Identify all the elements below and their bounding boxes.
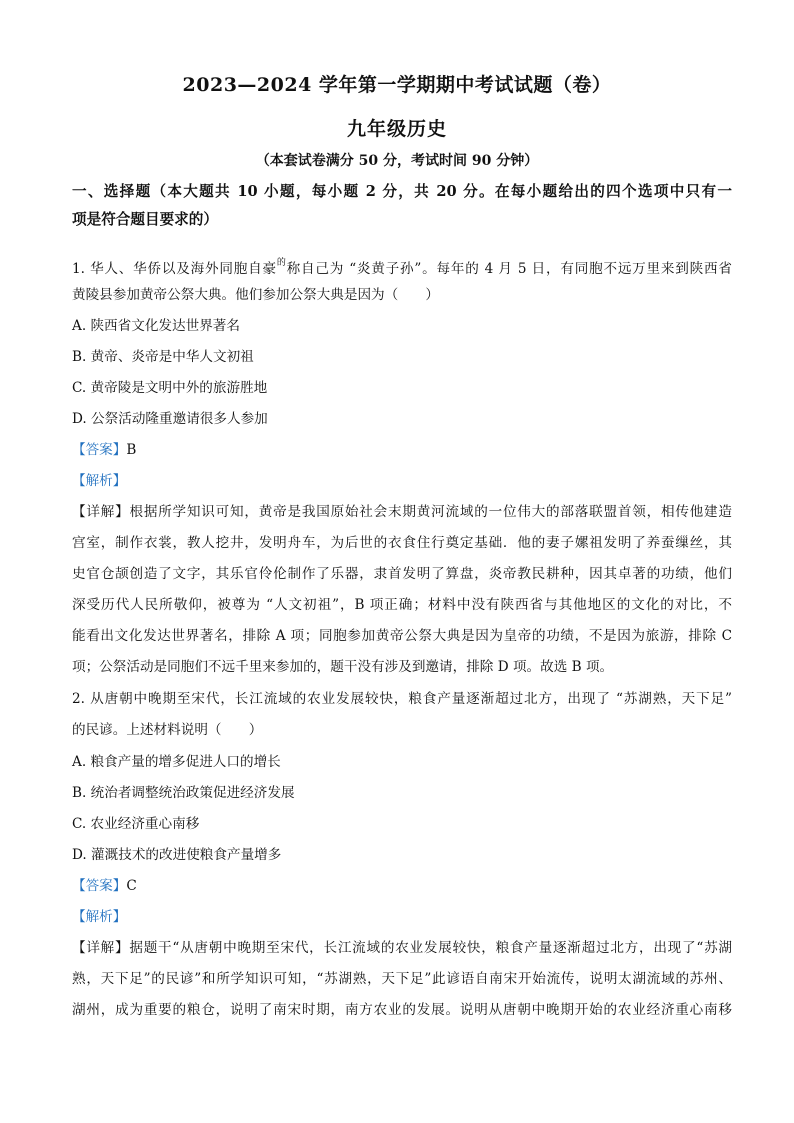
q2-answer	[72, 876, 732, 896]
detail-label: 【详解】	[72, 940, 130, 956]
q1-detail-line5: 能看出文化发达世界著名，排除 A 项；同胞参加黄帝公祭大典是因为皇帝的功绩，不是因为旅游，排除 C	[72, 628, 732, 644]
q2-stem-line1: 2. 从唐朝中晚期至宋代，长江流域的农业发展较快，粮食产量逐渐超过北方，出现了 “苏湖熟，天下足”	[72, 691, 732, 707]
q1-stem-line1	[72, 253, 732, 279]
q2-answer-value: C	[126, 878, 137, 894]
q1-option-b: B. 黄帝、炎帝是中华人文初祖	[72, 349, 254, 365]
q2-option-d: D. 灌溉技术的改进使粮食产量增多	[72, 847, 282, 863]
q1-option-d: D. 公祭活动隆重邀请很多人参加	[72, 411, 268, 427]
q1-detail-line3: 史官仓颉创造了文字，其乐官伶伦制作了乐器，隶首发明了算盘，炎帝教民耕种，因其卓著的功绩，他们	[72, 566, 732, 582]
q2-analysis-label: 【解析】	[72, 909, 127, 925]
q2-option-c: C. 农业经济重心南移	[72, 816, 200, 832]
exam-subject: 九年级历史	[346, 118, 447, 140]
q1-option-a: A. 陕西省文化发达世界著名	[72, 318, 240, 334]
q2-detail-line2: 熟，天下足”的民谚”和所学知识可知，“苏湖熟，天下足”此谚语自南宋开始流传，说明太湖流域的苏州、	[72, 971, 732, 987]
q1-stem-part-b: 称自己为 “炎黄子孙”。每年的 4 月 5 日，有同胞不远万里来到陕西省	[286, 261, 732, 277]
q1-detail-text1: 根据所学知识可知，黄帝是我国原始社会末期黄河流域的一位伟大的部落联盟首领，相传他建造	[129, 504, 733, 520]
q1-detail-line4: 深受历代人民所敬仰，被尊为 “人文初祖”，B 项正确；材料中没有陕西省与其他地区的文化的对比，不	[72, 597, 732, 613]
q1-stem-part-a: 1. 华人、华侨以及海外同胞自豪	[72, 261, 277, 277]
q2-option-a: A. 粮食产量的增多促进人口的增长	[72, 754, 281, 770]
q1-stem-superscript: 的	[276, 258, 287, 268]
q1-detail-line2: 宫室，制作衣裳，教人挖井，发明舟车，为后世的衣食住行奠定基础．他的妻子嫘祖发明了养蚕缫丝，其	[72, 535, 732, 551]
q1-answer-value: B	[126, 442, 137, 458]
q1-detail-line1	[72, 502, 732, 522]
q2-detail-text1: 据题干“从唐朝中晚期至宋代，长江流域的农业发展较快，粮食产量逐渐超过北方，出现了“苏湖	[129, 940, 733, 956]
q2-detail-line1	[72, 938, 732, 958]
section-heading-line1: 一、选择题（本大题共 10 小题，每小题 2 分，共 20 分。在每小题给出的四个选项中只有一	[72, 183, 732, 200]
section-heading-line2: 项是符合题目要求的）	[72, 211, 218, 228]
q2-stem-line2: 的民谚。上述材料说明（ ）	[72, 722, 263, 738]
q1-analysis-label: 【解析】	[72, 473, 127, 489]
detail-label: 【详解】	[72, 504, 130, 520]
q2-option-b: B. 统治者调整统治政策促进经济发展	[72, 785, 295, 801]
q1-detail-line6: 项；公祭活动是同胞们不远千里来参加的，题干没有涉及到邀请，排除 D 项。故选 B 项。	[72, 659, 614, 675]
q2-detail-line3: 湖州，成为重要的粮仓，说明了南宋时期，南方农业的发展。说明从唐朝中晚期开始的农业经济重心南移	[72, 1002, 732, 1018]
exam-title: 2023—2024 学年第一学期期中考试试题（卷）	[182, 74, 612, 96]
exam-note: （本套试卷满分 50 分，考试时间 90 分钟）	[255, 153, 539, 169]
q1-stem-line2: 黄陵县参加黄帝公祭大典。他们参加公祭大典是因为（ ）	[72, 287, 440, 303]
answer-label: 【答案】	[72, 878, 127, 894]
answer-label: 【答案】	[72, 442, 127, 458]
q1-answer	[72, 440, 732, 460]
q1-option-c: C. 黄帝陵是文明中外的旅游胜地	[72, 380, 268, 396]
